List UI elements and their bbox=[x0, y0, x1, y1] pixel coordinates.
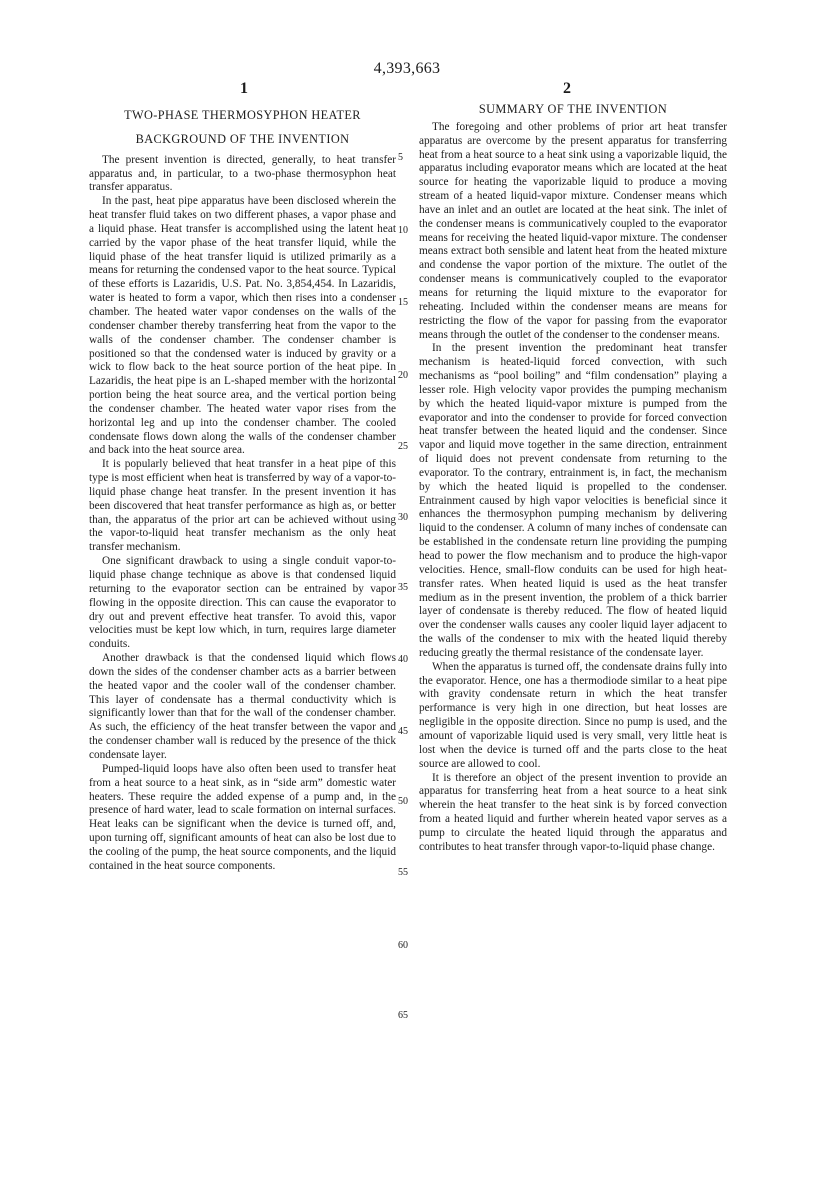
paragraph: In the present invention the predominant heat transfer mechanism is heated-liquid forced convection, with such mechanisms as “pool boiling” and “film condensation” playing a lesser role. High velocity vapor provides the pumping mechanism by which the heated liquid-vapor mixture is pumped from the evaporator and into the condenser to provide for forced convection heat transfer between the heated liquid and the condenser. Since vapor and liquid move together in the same direction, entrainment of liquid does not prevent condensate from returning to the evaporator. To the contrary, entrainment is, in fact, the mechanism by which the heated liquid is propelled to the condenser. Entrainment caused by high vapor velocities is beneficial since it enhances the thermosyphon pumping mechanism by delivering liquid to the condenser. A column of many inches of condensate can be established in the condensate return line providing the pumping head to power the flow mechanism and to produce the high-vapor velocities. Hence, small-flow conduits can be used for high heat-transfer rates. When heated liquid is used as the heat transfer medium as in the present invention, the problem of a thick barrier layer of condensate is thereby reduced. The flow of heated liquid over the condenser walls causes any cooler liquid layer adjacent to the walls of the condenser to mix with the heated liquid thereby reducing greatly the thermal resistance of the condensate layer. bbox=[419, 342, 727, 659]
line-number: 45 bbox=[398, 726, 408, 737]
patent-number: 4,393,663 bbox=[373, 60, 441, 77]
line-number: 65 bbox=[398, 1010, 408, 1021]
column-number-right: 2 bbox=[563, 80, 571, 97]
paragraph: In the past, heat pipe apparatus have been disclosed wherein the heat transfer fluid takes on two different phases, a vapor phase and a liquid phase. Heat transfer is accomplished using the latent heat carried by the vapor phase of the heat transfer liquid, while the liquid phase of the heat transfer liquid is utilized primarily as a means for returning the condensed vapor to the heat source. Typical of these efforts is Lazaridis, U.S. Pat. No. 3,854,454. In Lazaridis, water is heated to form a vapor, which then rises into a condenser chamber. The heated water vapor condenses on the walls of the condenser chamber thereby transferring heat from the vapor to the walls of the condenser chamber. The condenser chamber is positioned so that the condensed water is induced by gravity or a wick to flow back to the heat source portion of the heat pipe. In Lazaridis, the heat pipe is an L-shaped member with the horizontal portion being the heat source area, and the vertical portion being the condenser chamber. The heated water vapor rises from the horizontal leg and up into the condenser chamber. The cooled condensate flows down along the walls of the condenser chamber and back into the heat source area. bbox=[89, 195, 396, 457]
paragraph: It is popularly believed that heat transfer in a heat pipe of this type is most efficient when heat is transferred by way of a vapor-to-liquid phase change heat transfer. In the present invention it has been discovered that heat transfer performance as high as, or better than, the apparatus of the prior art can be achieved without using the vapor-to-liquid heat transfer mechanism as the only heat transfer mechanism. bbox=[89, 458, 396, 554]
left-column bbox=[89, 106, 396, 874]
line-number: 35 bbox=[398, 582, 408, 593]
paragraph: When the apparatus is turned off, the condensate drains fully into the evaporator. Hence, one has a thermodiode similar to a heat pipe with gravity condensate return in which the heat transfer performance is very high in one direction, but heat losses are negligible in the opposite direction. Since no pump is used, and the amount of vaporizable liquid used is very small, very little heat is lost when the device is turned off and the parts close to the heat source are allowed to cool. bbox=[419, 660, 727, 770]
paragraph: The foregoing and other problems of prior art heat transfer apparatus are overcome by the present apparatus for transferring heat from a heat source to a heat sink using a vaporizable liquid, the apparatus including evaporator means which are located at the heat source for heating the vaporizable liquid to produce a moving stream of a heated liquid-vapor mixture. Condenser means which have an inlet and an outlet are located at the heat sink. The inlet of the condenser means is communicatively coupled to the evaporator means for receiving the heated liquid-vapor mixture. The condenser means extract both sensible and latent heat from the heated mixture and condense the vapor portion of the mixture. The outlet of the condenser means is communicatively coupled to the evaporator means for returning the liquid mixture to the evaporator for reheating. Included within the condenser means are means for restricting the flow of the vapor for passing from the evaporator means through the outlet of the condenser to the condenser means. bbox=[419, 120, 727, 341]
line-number: 40 bbox=[398, 654, 408, 665]
line-number: 60 bbox=[398, 940, 408, 951]
line-number: 55 bbox=[398, 867, 408, 878]
right-column bbox=[419, 102, 727, 855]
line-number: 15 bbox=[398, 297, 408, 308]
line-number: 5 bbox=[398, 152, 403, 163]
paragraph: Pumped-liquid loops have also often been used to transfer heat from a heat source to a heat sink, as in “side arm” domestic water heaters. These require the added expense of a pump and, in the presence of hard water, lead to scale formation on internal surfaces. Heat leaks can be significant when the device is turned off, and, upon turning off, significant amounts of heat can also be lost due to the cooling of the pump, the heat source components, and the liquid contained in the heat source components. bbox=[89, 762, 396, 872]
summary-heading: SUMMARY OF THE INVENTION bbox=[478, 102, 668, 116]
document-title: TWO-PHASE THERMOSYPHON HEATER bbox=[124, 108, 361, 122]
paragraph: It is therefore an object of the present invention to provide an apparatus for transferring heat from a heat source to a heat sink wherein the heat transfer to the heat sink is by forced convection from a heated liquid and further wherein heated vapor serves as a pump to circulate the heated liquid through the apparatus and contributes to heat transfer through vapor-to-liquid phase change. bbox=[419, 771, 727, 853]
paragraph: The present invention is directed, generally, to heat transfer apparatus and, in particular, to a two-phase thermosyphon heat transfer apparatus. bbox=[89, 153, 396, 194]
line-number: 20 bbox=[398, 370, 408, 381]
column-number-left: 1 bbox=[240, 80, 248, 97]
line-number: 10 bbox=[398, 225, 408, 236]
background-heading: BACKGROUND OF THE INVENTION bbox=[135, 131, 350, 146]
paragraph: One significant drawback to using a single conduit vapor-to-liquid phase change technique as above is that condensed liquid returning to the evaporator section can be entrained by vapor flowing in the opposite direction. This can cause the evaporator to dry out and prevent effective heat transfer. To avoid this, vapor velocities must be kept low which, in turn, requires large diameter conduits. bbox=[89, 555, 396, 651]
line-number: 30 bbox=[398, 512, 408, 523]
paragraph: Another drawback is that the condensed liquid which flows down the sides of the condenser chamber acts as a barrier between the heated vapor and the cooler wall of the condenser chamber. This layer of condensate has a thermal conductivity which is significantly lower than that for the wall of the condenser chamber. As such, the efficiency of the heat transfer between the vapor and the condenser chamber wall is reduced by the presence of the thick condensate layer. bbox=[89, 652, 396, 761]
line-number: 25 bbox=[398, 441, 408, 452]
line-number: 50 bbox=[398, 796, 408, 807]
